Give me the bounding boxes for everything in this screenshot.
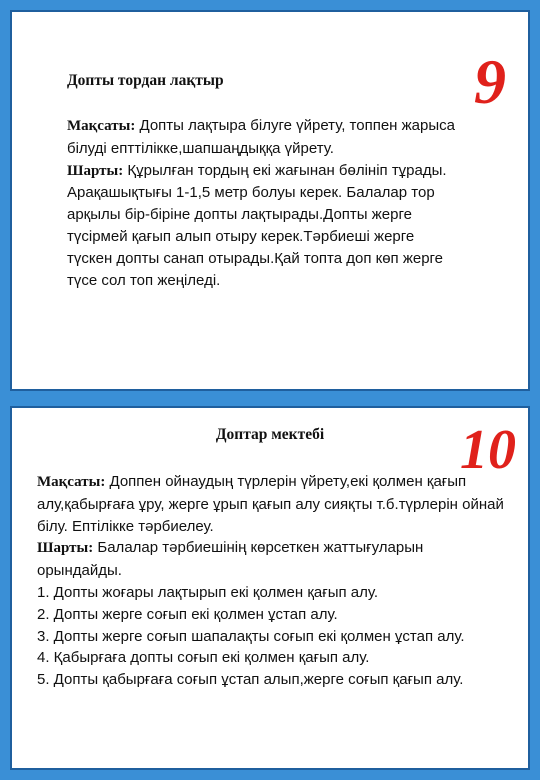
step-item: 3. Допты жерге соғып шапалақты соғып екі қолмен ұстап алу. (37, 627, 465, 645)
card-body (67, 115, 462, 291)
card-10-panel (10, 406, 530, 770)
goal-label: Мақсаты: (37, 474, 106, 490)
card-number: 9 (474, 46, 506, 117)
step-item: 2. Допты жерге соғып екі қолмен ұстап алу. (37, 605, 338, 623)
card-number: 10 (460, 419, 516, 481)
card-title: Доптар мектебі (215, 426, 325, 443)
step-item: 1. Допты жоғары лақтырып екі қолмен қағып алу. (37, 583, 379, 601)
rules-label: Шарты: (37, 540, 94, 557)
goal-paragraph (37, 471, 507, 537)
goal-text: Допты лақтыра білуге үйрету, топпен жарыса білуді епттілікке,шапшаңдыққа үйрету. (67, 117, 455, 157)
card-title: Допты тордан лақтыр (67, 72, 224, 89)
rules-paragraph (67, 160, 462, 292)
rules-label: Шарты: (67, 162, 124, 179)
goal-label: Мақсаты: (67, 118, 136, 134)
rules-text: Құрылған тордың екі жағынан бөлініп тұрады. Арақашықтығы 1-1,5 метр болуы керек. Балалар тор арқылы бір-біріне допты лақтырады.Допты жерге түсірмей қағып алып отыру керек.Тәрбиеші жерге түскен допты санап отырады.Қай топта доп көп жерге түсе сол топ жеңіледі. (67, 161, 447, 289)
step-item: 5. Допты қабырғаға соғып ұстап алып,жерге соғып қағып алу. (37, 671, 464, 689)
step-item: 4. Қабырғаға допты соғып екі қолмен қағып алу. (37, 649, 370, 667)
goal-paragraph (67, 115, 462, 160)
rules-paragraph (37, 537, 507, 582)
card-9-panel (10, 10, 530, 391)
rules-text: Балалар тәрбиешінің көрсеткен жаттығуларын орындайды. (37, 539, 424, 580)
card-body (37, 471, 507, 691)
game-card-10 (0, 399, 540, 780)
goal-text: Доппен ойнаудың түрлерін үйрету,екі қолмен қағып алу,қабырғаға ұру, жерге ұрып қағып алу сияқты т.б.түрлерін ойнай білу. Ептілікке тәрбиелеу. (37, 473, 504, 535)
